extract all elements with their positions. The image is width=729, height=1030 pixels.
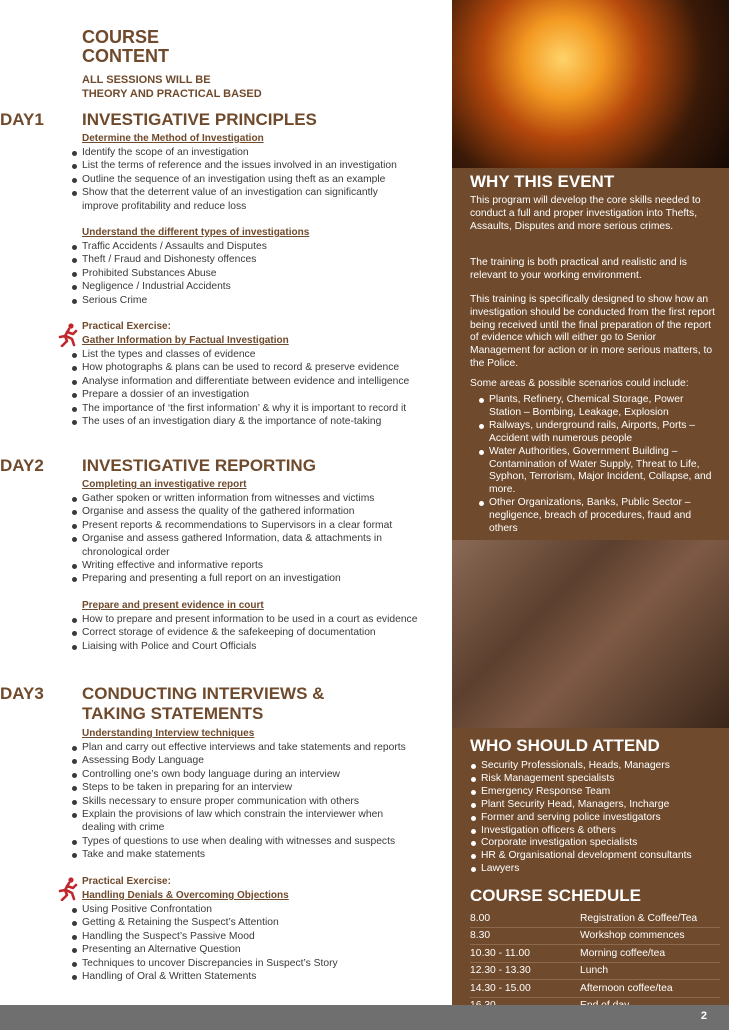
list-item: Security Professionals, Heads, Managers — [470, 760, 718, 773]
list-item: Correct storage of evidence & the safekeeping of documentation — [70, 626, 450, 639]
list-item: Plant Security Head, Managers, Incharge — [470, 799, 718, 812]
list-item: Investigation officers & others — [470, 825, 718, 838]
list-item: Plants, Refinery, Chemical Storage, Power Station – Bombing, Leakage, Explosion — [478, 394, 718, 420]
list-item: Theft / Fraud and Dishonesty offences — [70, 253, 450, 266]
list-item: Preparing and presenting a full report on an investigation — [70, 572, 450, 585]
why-paragraph-3: This training is specifically designed to show how an investigation should be conducted from the first report being received until the final preparation of the report of evidence which will either go to Senior Management for action or in more serious matters, to the Police. — [470, 294, 715, 369]
course-schedule-title: COURSE SCHEDULE — [470, 886, 641, 905]
notebook-photo — [452, 540, 729, 728]
list-item: Show that the deterrent value of an investigation can significantly improve profitability and reduce loss — [70, 186, 382, 213]
table-row: 12.30 - 13.30 Lunch — [470, 962, 720, 980]
table-row: 8.30 Workshop commences — [470, 927, 720, 945]
day1-practical-label: Practical Exercise: — [82, 321, 171, 332]
day3-section1-title: Understanding Interview techniques — [82, 728, 255, 739]
list-item: Lawyers — [470, 863, 718, 876]
list-item: The importance of ‘the first information’ & why it is important to record it — [70, 402, 450, 415]
schedule-table — [470, 910, 720, 1015]
page-number: 2 — [700, 1010, 707, 1022]
list-item: How to prepare and present information to be used in a court as evidence — [70, 613, 450, 626]
running-man-icon — [58, 323, 78, 347]
list-item: Corporate investigation specialists — [470, 837, 718, 850]
list-item: Organise and assess gathered Information, data & attachments in chronological order — [70, 532, 412, 559]
list-item: Outline the sequence of an investigation using theft as an example — [70, 173, 450, 186]
list-item: Prepare a dossier of an investigation — [70, 388, 450, 401]
list-item: Plan and carry out effective interviews and take statements and reports — [70, 741, 450, 754]
list-item: Water Authorities, Government Building – Contamination of Water Supply, Threat to Life, Syphon, Terrorism, Major Incident, Collapse, and more. — [478, 446, 718, 498]
list-item: Identify the scope of an investigation — [70, 146, 412, 159]
list-item: Assessing Body Language — [70, 754, 450, 767]
list-item: Types of questions to use when dealing with witnesses and suspects — [70, 835, 450, 848]
day1-practical-title: Gather Information by Factual Investigation — [82, 335, 289, 346]
day1-section2-list — [70, 240, 450, 307]
day3-heading: DAY3 CONDUCTING INTERVIEWS & TAKING STATEMENTS — [0, 684, 325, 723]
list-item: Gather spoken or written information from witnesses and victims — [70, 492, 450, 505]
list-item: Other Organizations, Banks, Public Sector – negligence, breach of procedures, fraud and others — [478, 497, 718, 536]
day3-practical-label: Practical Exercise: — [82, 876, 171, 887]
list-item: Emergency Response Team — [470, 786, 718, 799]
why-paragraph-1: This program will develop the core skills needed to conduct a full and proper investigation into Thefts, Assaults, Disputes and more serious crimes. — [470, 195, 701, 232]
table-row: 14.30 - 15.00 Afternoon coffee/tea — [470, 980, 720, 998]
day1-heading: DAY1 INVESTIGATIVE PRINCIPLES — [0, 110, 317, 129]
list-item: Presenting an Alternative Question — [70, 943, 450, 956]
list-item: Getting & Retaining the Suspect’s Attention — [70, 916, 450, 929]
day2-section2-list — [70, 613, 450, 653]
list-item: Organise and assess the quality of the gathered information — [70, 505, 450, 518]
scenario-list — [478, 394, 718, 536]
list-item: Using Positive Confrontation — [70, 903, 450, 916]
day2-heading: DAY2 INVESTIGATIVE REPORTING — [0, 456, 316, 475]
list-item: Negligence / Industrial Accidents — [70, 280, 450, 293]
list-item: Controlling one’s own body language during an interview — [70, 768, 450, 781]
course-content-subheading: ALL SESSIONS WILL BE THEORY AND PRACTICAL BASED — [82, 74, 262, 100]
list-item: Serious Crime — [70, 294, 450, 307]
why-paragraph-2: The training is both practical and realistic and is relevant to your working environment. — [470, 257, 687, 281]
list-item: Prohibited Substances Abuse — [70, 267, 450, 280]
day2-section1-title: Completing an investigative report — [82, 479, 247, 490]
sidebar-panel — [452, 0, 729, 1005]
table-row: 8.00 Registration & Coffee/Tea — [470, 910, 720, 927]
who-should-attend-title: WHO SHOULD ATTEND — [470, 736, 660, 755]
list-item: Handling of Oral & Written Statements — [70, 970, 450, 983]
day1-section1-list — [70, 146, 450, 213]
list-item: Steps to be taken in preparing for an interview — [70, 781, 450, 794]
list-item: How photographs & plans can be used to record & preserve evidence — [70, 361, 450, 374]
day1-section3-list — [70, 348, 450, 428]
day3-section1-list — [70, 741, 450, 862]
list-item: Writing effective and informative reports — [70, 559, 450, 572]
list-item: Railways, underground rails, Airports, Ports – Accident with numerous people — [478, 420, 718, 446]
why-this-event-title: WHY THIS EVENT — [470, 172, 615, 191]
list-item: HR & Organisational development consultants — [470, 850, 718, 863]
why-paragraph-4: Some areas & possible scenarios could include: — [470, 378, 689, 389]
day2-section2-title: Prepare and present evidence in court — [82, 600, 264, 611]
course-content-heading: COURSE CONTENT — [82, 27, 169, 66]
list-item: Risk Management specialists — [470, 773, 718, 786]
list-item: Explain the provisions of law which constrain the interviewer when dealing with crime — [70, 808, 412, 835]
list-item: List the types and classes of evidence — [70, 348, 450, 361]
list-item: Present reports & recommendations to Supervisors in a clear format — [70, 519, 450, 532]
list-item: Former and serving police investigators — [470, 812, 718, 825]
list-item: Skills necessary to ensure proper communication with others — [70, 795, 450, 808]
list-item: Techniques to uncover Discrepancies in Suspect’s Story — [70, 957, 450, 970]
day3-practical-title: Handling Denials & Overcoming Objections — [82, 890, 289, 901]
list-item: Liaising with Police and Court Officials — [70, 640, 450, 653]
fire-photo — [452, 0, 729, 168]
list-item: Take and make statements — [70, 848, 450, 861]
list-item: The uses of an investigation diary & the importance of note-taking — [70, 415, 450, 428]
page-footer — [0, 1005, 729, 1030]
table-row: 10.30 - 11.00 Morning coffee/tea — [470, 945, 720, 963]
list-item: Handling the Suspect’s Passive Mood — [70, 930, 450, 943]
day3-section2-list — [70, 903, 450, 983]
day2-section1-list — [70, 492, 450, 586]
attendee-list — [470, 760, 718, 876]
list-item: Traffic Accidents / Assaults and Disputes — [70, 240, 450, 253]
day1-section2-title: Understand the different types of investigations — [82, 227, 310, 238]
list-item: List the terms of reference and the issues involved in an investigation — [70, 159, 450, 172]
running-man-icon — [58, 877, 78, 901]
day1-section1-title: Determine the Method of Investigation — [82, 133, 264, 144]
list-item: Analyse information and differentiate between evidence and intelligence — [70, 375, 450, 388]
